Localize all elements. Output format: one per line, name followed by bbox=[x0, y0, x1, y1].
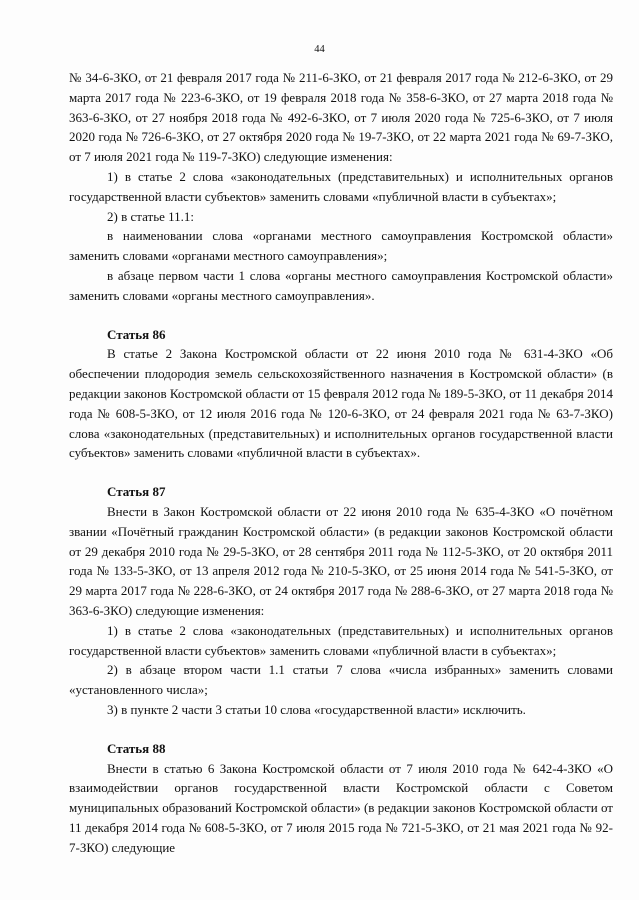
paragraph-item-2-sub-1: в наименовании слова «органами местного самоуправления Костромской области» заменить словами «органами местного самоуправления»; bbox=[69, 228, 613, 264]
article-87-text: Внести в Закон Костромской области от 22 июня 2010 года № 635-4-ЗКО «О почётном звании «Почётный гражданин Костромской области» (в редакции законов Костромской области от 29 декабря 2010 года № 29-5-ЗКО, от 28 сентября 2011 года № 112-5-ЗКО, от 20 октября 2011 года № 133-5-ЗКО, от 13 апреля 2012 года № 210-5-ЗКО, от 25 июня 2014 года № 541-5-ЗКО, от 29 марта 2017 года № 228-6-ЗКО, от 24 октября 2017 года № 288-6-ЗКО, от 27 марта 2018 года № 363-6-ЗКО) следующие изменения: bbox=[69, 503, 613, 618]
article-86-text: В статье 2 Закона Костромской области от 22 июня 2010 года № 631-4-ЗКО «Об обеспечении плодородия земель сельскохозяйственного назначения в Костромской области» (в редакции законов Костромской области от 15 февраля 2012 года № 189-5-ЗКО, от 11 декабря 2014 года № 608-5-ЗКО, от 12 июля 2016 года № 120-6-ЗКО, от 24 февраля 2021 года № 63-7-ЗКО) слова «законодательных (представительных) и исполнительных органов государственной власти субъектов» заменить словами «публичной власти в субъектах». bbox=[69, 346, 613, 461]
article-88-text: Внести в статью 6 Закона Костромской области от 7 июля 2010 года № 642-4-ЗКО «О взаимодействии органов государственной власти Костромской области с Советом муниципальных образований Костромской области» (в редакции законов Костромской области от 11 декабря 2014 года № 608-5-ЗКО, от 7 июля 2015 года № 721-5-ЗКО, от 21 мая 2021 года № 92-7-ЗКО) следующие bbox=[69, 760, 613, 855]
article-87-item-1: 1) в статье 2 слова «законодательных (представительных) и исполнительных органов государственной власти субъектов» заменить словами «публичной власти в субъектах»; bbox=[69, 622, 613, 658]
paragraph-item-2-sub-2: в абзаце первом части 1 слова «органы местного самоуправления Костромской области» заменить словами «органы местного самоуправления». bbox=[69, 267, 613, 303]
article-86-title: Статья 86 bbox=[107, 326, 166, 342]
article-87-item-3: 3) в пункте 2 части 3 статьи 10 слова «государственной власти» исключить. bbox=[107, 701, 526, 717]
article-88-title: Статья 88 bbox=[107, 740, 166, 756]
paragraph-item-2: 2) в статье 11.1: bbox=[107, 208, 195, 224]
page-number: 44 bbox=[314, 44, 325, 55]
article-87-title: Статья 87 bbox=[107, 484, 166, 500]
article-87-item-2: 2) в абзаце втором части 1.1 статьи 7 слова «числа избранных» заменить словами «установленного числа»; bbox=[69, 662, 613, 698]
paragraph-item-1: 1) в статье 2 слова «законодательных (представительных) и исполнительных органов государственной власти субъектов» заменить словами «публичной власти в субъектах»; bbox=[69, 168, 613, 204]
document-body bbox=[69, 68, 613, 857]
paragraph-continuation: № 34-6-ЗКО, от 21 февраля 2017 года № 211-6-ЗКО, от 21 февраля 2017 года № 212-6-ЗКО, от 29 марта 2017 года № 223-6-ЗКО, от 19 февраля 2018 года № 358-6-ЗКО, от 27 марта 2018 года № 363-6-ЗКО, от 27 ноября 2018 года № 492-6-ЗКО, от 7 июля 2020 года № 725-6-ЗКО, от 7 июля 2020 года № 726-6-ЗКО, от 27 октября 2020 года № 19-7-ЗКО, от 22 марта 2021 года № 69-7-ЗКО, от 7 июля 2021 года № 119-7-ЗКО) следующие изменения: bbox=[69, 70, 613, 165]
